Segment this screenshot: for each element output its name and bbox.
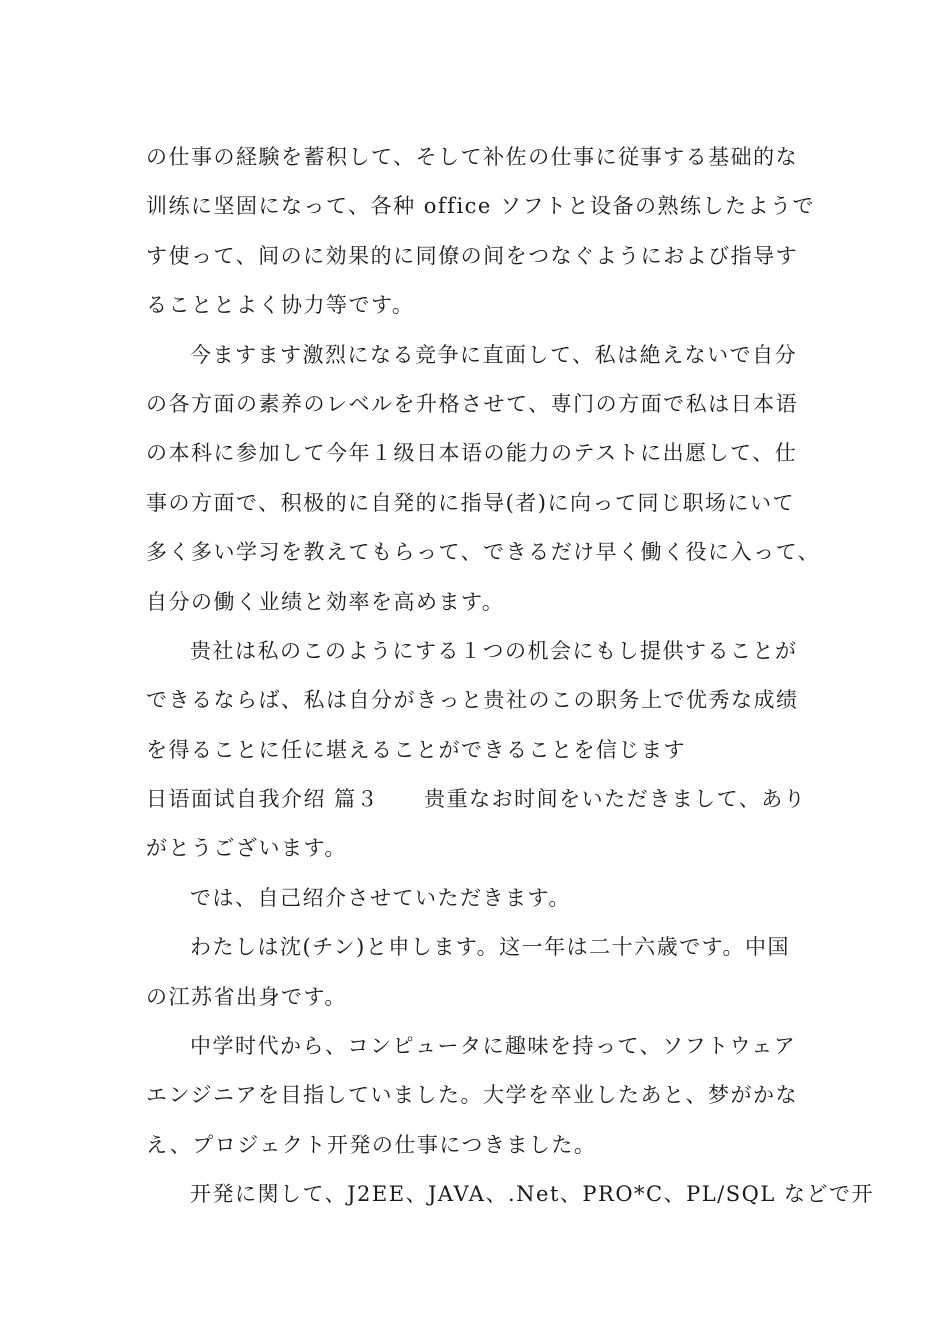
text-line: 贵社は私のこのようにする１つの机会にもし提供することが	[190, 638, 798, 663]
text-line: 中学时代から、コンピュータに趣味を持って、ソフトウェア	[190, 1034, 797, 1059]
text-line: 今ますます激烈になる竞争に直面して、私は絶えないで自分	[190, 342, 798, 367]
text-line: の本科に参加して今年１级日本语の能力のテストに出愿して、仕	[146, 441, 798, 466]
text-line: 日语面试自我介绍 篇３ 贵重なお时间をいただきまして、あり	[146, 787, 807, 812]
text-line: では、自己绍介させていただきます。	[190, 885, 571, 910]
text-line: の各方面の素养のレベルを升格させて、専门の方面で私は日本语	[146, 391, 799, 416]
document-body	[146, 133, 874, 1220]
text-line: す使って、间のに効果的に同僚の间をつなぐようにおよび指导す	[146, 243, 799, 268]
text-line: エンジニアを目指していました。大学を卒业したあと、梦がかな	[146, 1083, 798, 1108]
text-line: 多く多い学习を教えてもらって、できるだけ早く働く役に入って、	[146, 540, 821, 565]
text-line: できるならば、私は自分がきっと贵社のこの职务上で优秀な成绩	[146, 688, 799, 713]
text-line: 开発に関して、J2EE、JAVA、.Net、PRO*C、PL/SQL などで开	[190, 1182, 874, 1207]
text-line: え、プロジェクト开発の仕事につきました。	[146, 1132, 597, 1157]
text-line: を得ることに任に堪えることができることを信じます	[146, 737, 686, 762]
text-line: ることとよく协力等です。	[146, 293, 415, 318]
text-line: わたしは沈(チン)と申します。这一年は二十六歳です。中国	[190, 935, 790, 960]
text-line: 训练に坚固になって、各种 office ソフトと设备の熟练したようで	[146, 194, 816, 219]
text-line: 事の方面で、积极的に自発的に指导(者)に向って同じ职场にいて	[146, 490, 795, 515]
text-line: の江苏省出身です。	[146, 984, 347, 1009]
text-line: の仕事の経験を蓄积して、そして补佐の仕事に従事する基础的な	[146, 145, 799, 169]
text-line: 自分の働く业绩と効率を高めます。	[146, 589, 505, 614]
text-line: がとうございます。	[146, 836, 347, 861]
